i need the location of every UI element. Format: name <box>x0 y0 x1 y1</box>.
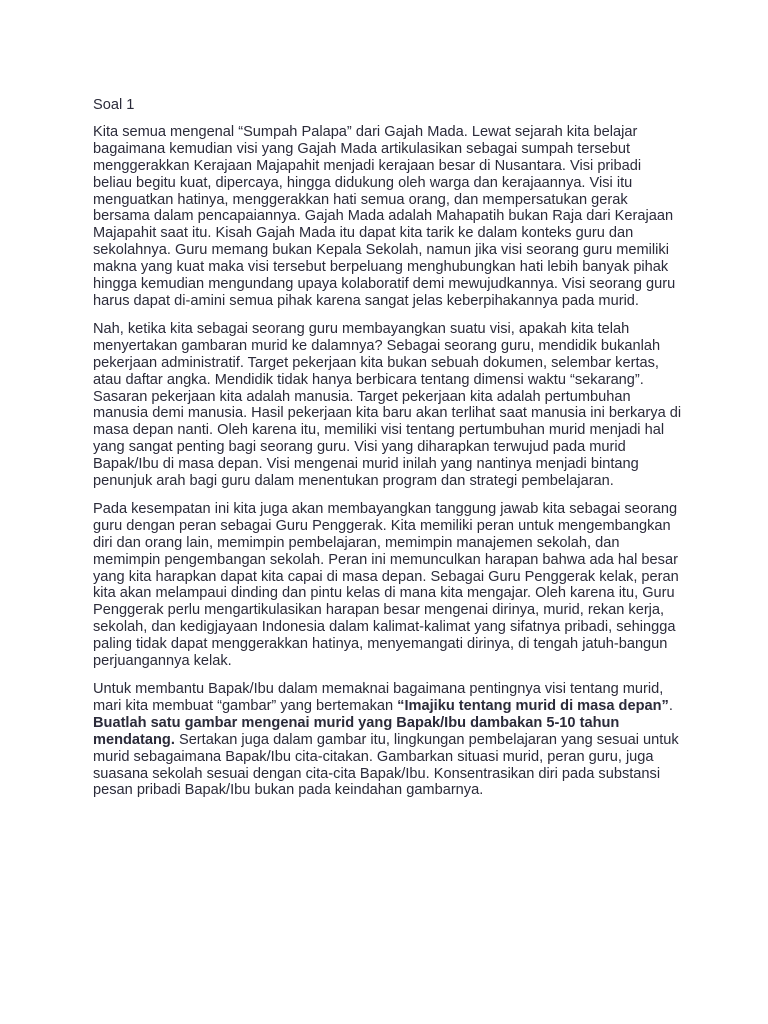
task-text-separator: . <box>668 697 673 714</box>
document-page <box>93 97 683 810</box>
paragraph-tugas-gambar <box>93 681 683 799</box>
task-instruction-bold: Buatlah satu gambar mengenai murid yang Bapak/Ibu dambakan 5-10 tahun mendatang. <box>93 714 620 748</box>
paragraph-guru-penggerak: Pada kesempatan ini kita juga akan membayangkan tanggung jawab kita sebagai seorang guru dengan peran sebagai Guru Penggerak. Kita memiliki peran untuk mengembangkan diri dan orang lain, memimpin pembelajaran, memimpin manajemen sekolah, dan memimpin pengembangan sekolah. Peran ini memunculkan harapan bahwa ada hal besar yang kita harapkan dapat kita capai di masa depan. Sebagai Guru Penggerak kelak, peran kita akan melampaui dinding dan pintu kelas di mana kita mengajar. Oleh karena itu, Guru Penggerak perlu mengartikulasikan harapan besar mengenai dirinya, murid, rekan kerja, sekolah, dan kedigjayaan Indonesia dalam kalimat-kalimat yang sifatnya pribadi, sehingga paling tidak dapat menggerakkan hatinya, menyemangati dirinya, di tengah jatuh-bangun perjuangannya kelak. <box>93 500 679 670</box>
document-heading: Soal 1 <box>93 97 135 113</box>
task-text-intro: Untuk membantu Bapak/Ibu dalam memaknai bagaimana pentingnya visi tentang murid, mari kita membuat “gambar” yang bertemakan <box>93 681 664 714</box>
task-text-details: Sertakan juga dalam gambar itu, lingkungan pembelajaran yang sesuai untuk murid sebagaimana Bapak/Ibu cita-citakan. Gambarkan situasi murid, peran guru, juga suasana sekolah sesuai dengan cita-cita Bapak/Ibu. Konsentrasikan diri pada substansi pesan pribadi Bapak/Ibu bukan pada keindahan gambarnya. <box>93 731 679 799</box>
paragraph-murid-visi: Nah, ketika kita sebagai seorang guru membayangkan suatu visi, apakah kita telah menyertakan gambaran murid ke dalamnya? Sebagai seorang guru, mendidik bukanlah pekerjaan administratif. Target pekerjaan kita bukan sebuah dokumen, selembar kertas, atau daftar angka. Mendidik tidak hanya berbicara tentang dimensi waktu “sekarang”. Sasaran pekerjaan kita adalah manusia. Target pekerjaan kita adalah pertumbuhan manusia demi manusia. Hasil pekerjaan kita baru akan terlihat saat manusia ini berkarya di masa depan nanti. Oleh karena itu, memiliki visi tentang pertumbuhan murid menjadi hal yang sangat penting bagi seorang guru. Visi yang diharapkan terwujud pada murid Bapak/Ibu di masa depan. Visi mengenai murid inilah yang nantinya menjadi bintang penunjuk arah bagi guru dalam menentukan program dan strategi pembelajaran. <box>93 320 682 490</box>
paragraph-gajah-mada: Kita semua mengenal “Sumpah Palapa” dari Gajah Mada. Lewat sejarah kita belajar bagaimana kemudian visi yang Gajah Mada artikulasikan sebagai sumpah tersebut menggerakkan Kerajaan Majapahit menjadi kerajaan besar di Nusantara. Visi pribadi beliau begitu kuat, dipercaya, hingga didukung oleh warga dan kerajaannya. Visi itu menguatkan hatinya, menggerakkan hati semua orang, dan mempersatukan gerak bersama dalam pencapaiannya. Gajah Mada adalah Mahapatih bukan Raja dari Kerajaan Majapahit saat itu. Kisah Gajah Mada itu dapat kita tarik ke dalam konteks guru dan sekolahnya. Guru memang bukan Kepala Sekolah, namun jika visi seorang guru memiliki makna yang kuat maka visi tersebut berpeluang menghubungkan hati lebih banyak pihak hingga kemudian mengundang upaya kolaboratif demi mewujudkannya. Visi seorang guru harus dapat di-amini semua pihak karena sangat jelas keberpihakannya pada murid. <box>93 123 676 309</box>
task-theme-bold: “Imajiku tentang murid di masa depan” <box>397 697 669 714</box>
